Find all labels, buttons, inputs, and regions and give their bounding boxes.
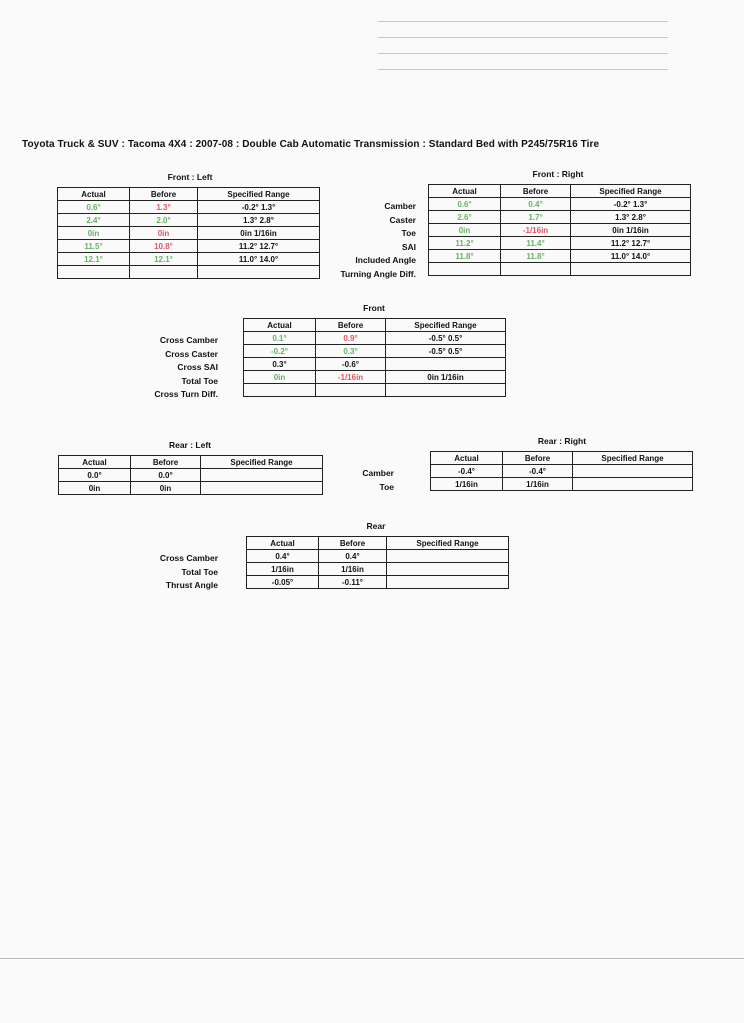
range-cell <box>201 482 323 495</box>
actual-cell: -0.05° <box>247 576 319 589</box>
actual-cell: 0.6° <box>429 198 501 211</box>
actual-cell: 0in <box>429 224 501 237</box>
actual-cell: 1/16in <box>247 563 319 576</box>
rear-left-heading: Rear : Left <box>168 440 212 450</box>
row-label: Caster <box>389 214 416 225</box>
front-right-heading: Front : Right <box>532 169 584 179</box>
actual-cell: 1/16in <box>431 478 503 491</box>
range-cell <box>201 469 323 482</box>
actual-cell: 2.6° <box>429 211 501 224</box>
row-label: Included Angle <box>355 255 416 266</box>
range-cell <box>386 358 506 371</box>
before-cell: 10.8° <box>130 240 198 253</box>
table-row <box>247 563 509 576</box>
ruled-line <box>378 37 668 38</box>
row-label: Total Toe <box>181 566 218 577</box>
range-cell: -0.2° 1.3° <box>571 198 691 211</box>
actual-cell <box>244 384 316 397</box>
before-cell: 0in <box>131 482 201 495</box>
table-row <box>247 550 509 563</box>
row-label: Camber <box>384 201 416 211</box>
page-title: Toyota Truck & SUV : Tacoma 4X4 : 2007-08 : Double Cab Automatic Transmission : Standard Bed with P245/75R16 Tire <box>22 139 600 150</box>
table-row <box>58 266 320 279</box>
table-row <box>244 345 506 358</box>
table-row <box>429 237 691 250</box>
before-cell: 1.7° <box>501 211 571 224</box>
actual-cell: -0.4° <box>431 465 503 478</box>
range-cell: 1.3° 2.8° <box>198 214 320 227</box>
col-range: Specified Range <box>571 185 691 198</box>
front-cross-labels <box>110 334 218 402</box>
range-cell: -0.2° 1.3° <box>198 201 320 214</box>
table-row <box>244 358 506 371</box>
col-before: Before <box>130 188 198 201</box>
table-row <box>429 263 691 276</box>
row-label: Cross Caster <box>165 348 218 359</box>
before-cell: 0.9° <box>316 332 386 345</box>
bottom-divider <box>0 958 744 959</box>
col-range: Specified Range <box>198 188 320 201</box>
row-label: Camber <box>362 468 394 478</box>
table-row <box>58 227 320 240</box>
range-cell <box>387 550 509 563</box>
range-cell <box>387 563 509 576</box>
row-label: Toe <box>379 481 394 492</box>
ruled-line <box>378 53 668 54</box>
actual-cell: 11.2° <box>429 237 501 250</box>
range-cell <box>573 465 693 478</box>
actual-cell <box>429 263 501 276</box>
rear-right-table <box>430 451 693 491</box>
col-range: Specified Range <box>386 319 506 332</box>
row-label: Total Toe <box>181 375 218 386</box>
before-cell: 0in <box>130 227 198 240</box>
range-cell: 1.3° 2.8° <box>571 211 691 224</box>
header-row <box>247 537 509 550</box>
range-cell <box>198 266 320 279</box>
table-row <box>431 478 693 491</box>
header-row <box>431 452 693 465</box>
actual-cell: 0.6° <box>58 201 130 214</box>
front-heading: Front <box>363 303 385 313</box>
before-cell: 11.4° <box>501 237 571 250</box>
rear-left-table <box>58 455 323 495</box>
row-label: Cross Camber <box>159 553 218 563</box>
table-row <box>59 469 323 482</box>
ruled-line <box>378 21 668 22</box>
col-actual: Actual <box>429 185 501 198</box>
range-cell: -0.5° 0.5° <box>386 345 506 358</box>
range-cell: -0.5° 0.5° <box>386 332 506 345</box>
col-actual: Actual <box>431 452 503 465</box>
col-actual: Actual <box>247 537 319 550</box>
range-cell: 0in 1/16in <box>386 371 506 384</box>
col-range: Specified Range <box>387 537 509 550</box>
range-cell: 0in 1/16in <box>198 227 320 240</box>
before-cell <box>501 263 571 276</box>
rear-heading: Rear <box>366 521 386 531</box>
rear-row-labels <box>330 467 394 494</box>
before-cell: -0.4° <box>503 465 573 478</box>
before-cell: 11.8° <box>501 250 571 263</box>
col-before: Before <box>131 456 201 469</box>
table-row <box>244 371 506 384</box>
col-before: Before <box>316 319 386 332</box>
actual-cell <box>58 266 130 279</box>
row-label: SAI <box>401 241 416 252</box>
before-cell: 12.1° <box>130 253 198 266</box>
row-label: Cross SAI <box>177 362 218 373</box>
range-cell: 11.0° 14.0° <box>571 250 691 263</box>
range-cell <box>573 478 693 491</box>
before-cell <box>316 384 386 397</box>
front-row-labels <box>310 200 416 282</box>
col-range: Specified Range <box>201 456 323 469</box>
before-cell: 2.0° <box>130 214 198 227</box>
table-row <box>429 198 691 211</box>
table-row <box>244 384 506 397</box>
table-row <box>429 211 691 224</box>
front-cross-table <box>243 318 506 397</box>
table-row <box>429 224 691 237</box>
range-cell: 11.2° 12.7° <box>571 237 691 250</box>
front-left-table <box>57 187 320 279</box>
col-range: Specified Range <box>573 452 693 465</box>
actual-cell: 0in <box>58 227 130 240</box>
rear-cross-table <box>246 536 509 589</box>
header-row <box>244 319 506 332</box>
header-row <box>59 456 323 469</box>
range-cell: 0in 1/16in <box>571 224 691 237</box>
row-label: Thrust Angle <box>165 580 218 591</box>
table-row <box>59 482 323 495</box>
col-actual: Actual <box>58 188 130 201</box>
header-row <box>429 185 691 198</box>
col-actual: Actual <box>59 456 131 469</box>
actual-cell: 0in <box>59 482 131 495</box>
before-cell: 0.3° <box>316 345 386 358</box>
front-right-table <box>428 184 691 276</box>
before-cell: 1/16in <box>319 563 387 576</box>
before-cell: -1/16in <box>316 371 386 384</box>
header-row <box>58 188 320 201</box>
table-row <box>244 332 506 345</box>
actual-cell: 11.8° <box>429 250 501 263</box>
actual-cell: 0.1° <box>244 332 316 345</box>
before-cell <box>130 266 198 279</box>
range-cell: 11.2° 12.7° <box>198 240 320 253</box>
table-row <box>429 250 691 263</box>
actual-cell: 0in <box>244 371 316 384</box>
row-label: Cross Camber <box>159 335 218 345</box>
col-actual: Actual <box>244 319 316 332</box>
range-cell: 11.0° 14.0° <box>198 253 320 266</box>
table-row <box>58 240 320 253</box>
before-cell: 0.4° <box>319 550 387 563</box>
col-before: Before <box>501 185 571 198</box>
actual-cell: 0.0° <box>59 469 131 482</box>
rear-cross-labels <box>120 552 218 593</box>
before-cell: -0.11° <box>319 576 387 589</box>
before-cell: 1/16in <box>503 478 573 491</box>
actual-cell: 0.3° <box>244 358 316 371</box>
before-cell: 1.3° <box>130 201 198 214</box>
col-before: Before <box>503 452 573 465</box>
row-label: Turning Angle Diff. <box>340 268 416 279</box>
actual-cell: 0.4° <box>247 550 319 563</box>
actual-cell: 12.1° <box>58 253 130 266</box>
row-label: Toe <box>401 228 416 239</box>
table-row <box>247 576 509 589</box>
before-cell: -1/16in <box>501 224 571 237</box>
table-row <box>58 253 320 266</box>
range-cell <box>387 576 509 589</box>
actual-cell: 11.5° <box>58 240 130 253</box>
range-cell <box>571 263 691 276</box>
col-before: Before <box>319 537 387 550</box>
table-row <box>58 214 320 227</box>
actual-cell: 2.4° <box>58 214 130 227</box>
before-cell: 0.0° <box>131 469 201 482</box>
rear-right-heading: Rear : Right <box>537 436 587 446</box>
row-label: Cross Turn Diff. <box>154 389 218 400</box>
table-row <box>58 201 320 214</box>
range-cell <box>386 384 506 397</box>
ruled-line <box>378 69 668 70</box>
table-row <box>431 465 693 478</box>
actual-cell: -0.2° <box>244 345 316 358</box>
front-left-heading: Front : Left <box>167 172 213 182</box>
before-cell: -0.6° <box>316 358 386 371</box>
before-cell: 0.4° <box>501 198 571 211</box>
